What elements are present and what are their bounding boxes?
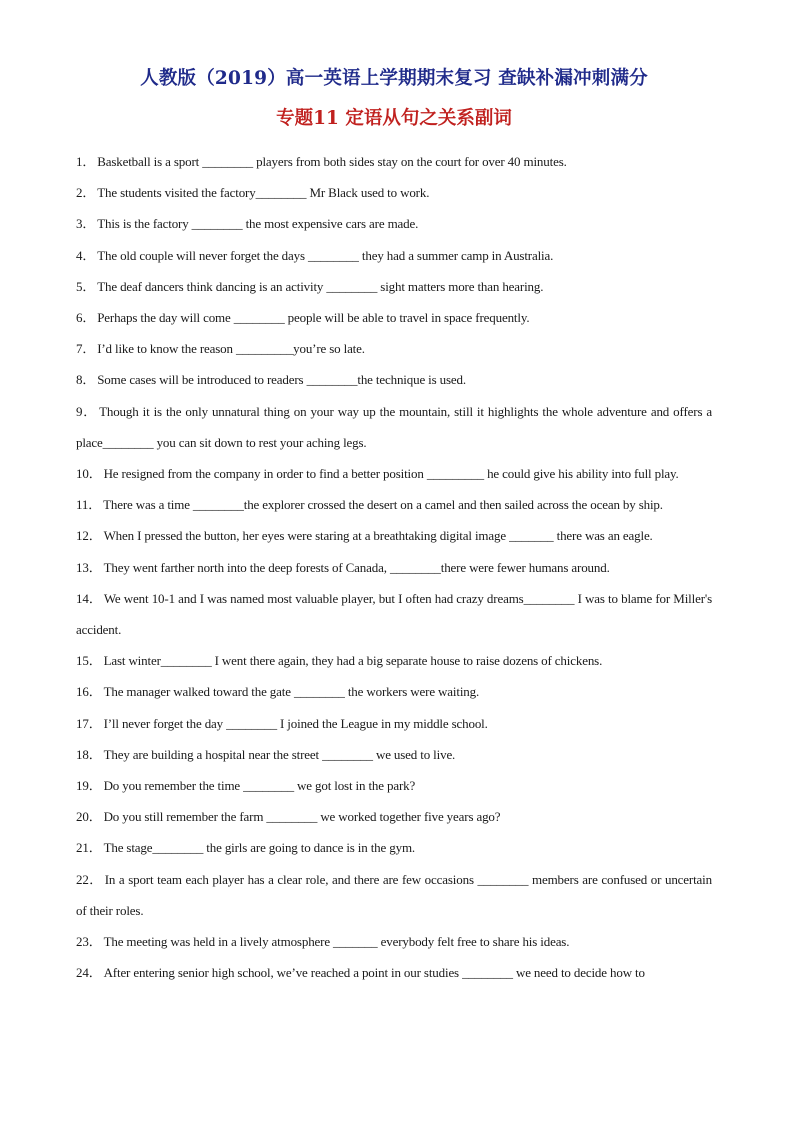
question-text: Last winter________ I went there again, they had a big separate house to raise dozens of chickens. (103, 653, 603, 669)
question-text: Do you remember the time ________ we got lost in the park? (103, 778, 416, 794)
document-title: 人教版（2019）高一英语上学期期末复习 查缺补漏冲刺满分 (140, 68, 648, 89)
question-number: 22． (76, 871, 103, 887)
question-item (76, 676, 712, 707)
question-item (76, 271, 712, 302)
question-item (76, 489, 712, 520)
question-number: 1． (76, 154, 96, 169)
question-item (76, 240, 712, 271)
question-text: I’d like to know the reason _________you’re so late. (97, 341, 365, 357)
question-item (76, 396, 712, 458)
question-item (76, 832, 712, 863)
question-number: 12． (76, 528, 102, 544)
question-text: The manager walked toward the gate ________ the workers were waiting. (103, 684, 480, 700)
question-number: 16． (76, 684, 102, 700)
question-item (76, 333, 712, 364)
question-item (76, 458, 712, 489)
question-text: They are building a hospital near the street ________ we used to live. (103, 746, 456, 762)
question-number: 8． (76, 372, 96, 388)
question-text: Though it is the only unnatural thing on your way up the mountain, still it highlights the whole adventure and offers a place________ you can sit down to rest your aching legs. (76, 403, 712, 450)
question-number: 5． (76, 278, 96, 294)
question-number: 19． (76, 778, 102, 794)
question-number: 2． (76, 185, 96, 201)
question-item (76, 364, 712, 395)
question-number: 4． (76, 247, 96, 263)
question-item (76, 520, 712, 551)
question-text: They went farther north into the deep forests of Canada, ________there were fewer humans around. (103, 559, 610, 575)
question-number: 7． (76, 341, 96, 357)
question-number: 6． (76, 310, 96, 326)
question-number: 9． (76, 403, 98, 419)
question-item (76, 552, 712, 583)
question-item (76, 708, 712, 739)
question-number: 13． (76, 559, 102, 575)
question-text: I’ll never forget the day ________ I joined the League in my middle school. (103, 715, 488, 731)
question-number: 24． (76, 965, 102, 981)
question-text: He resigned from the company in order to find a better position _________ he could give his ability into full play. (103, 466, 679, 482)
question-item (76, 208, 712, 239)
question-item (76, 770, 712, 801)
question-number: 17． (76, 715, 102, 731)
question-item (76, 583, 712, 645)
question-item (76, 146, 712, 177)
document-page (76, 66, 712, 988)
question-item (76, 926, 712, 957)
question-number: 10． (76, 466, 102, 482)
question-number: 23． (76, 934, 102, 950)
question-number: 15． (76, 653, 102, 669)
question-item (76, 739, 712, 770)
question-text: This is the factory ________ the most expensive cars are made. (97, 216, 419, 232)
question-number: 14． (76, 590, 102, 606)
question-item (76, 177, 712, 208)
document-subtitle: 专题11 定语从句之关系副词 (276, 108, 512, 129)
question-number: 21． (76, 840, 102, 856)
question-item (76, 801, 712, 832)
question-item (76, 645, 712, 676)
question-item (76, 302, 712, 333)
question-item (76, 957, 712, 988)
question-text: The old couple will never forget the days ________ they had a summer camp in Australia. (97, 247, 554, 263)
question-text: The meeting was held in a lively atmosphere _______ everybody felt free to share his ideas. (103, 934, 570, 950)
question-number: 20． (76, 809, 102, 825)
question-number: 18． (76, 746, 102, 762)
question-text: Some cases will be introduced to readers ________the technique is used. (97, 372, 466, 388)
question-text: The stage________ the girls are going to dance is in the gym. (103, 840, 416, 856)
question-text: After entering senior high school, we’ve reached a point in our studies ________ we need to decide how to (103, 965, 645, 981)
question-list (76, 146, 712, 988)
question-text: In a sport team each player has a clear role, and there are few occasions ________ members are confused or uncertain of their roles. (76, 871, 712, 918)
question-text: The students visited the factory________ Mr Black used to work. (97, 185, 430, 201)
question-text: Perhaps the day will come ________ people will be able to travel in space frequently. (97, 310, 530, 326)
question-number: 3． (76, 216, 96, 232)
question-text: We went 10-1 and I was named most valuable player, but I often had crazy dreams________ I was to blame for Miller's accident. (76, 590, 712, 638)
question-text: When I pressed the button, her eyes were staring at a breathtaking digital image _______ there was an eagle. (103, 528, 653, 544)
question-text: The deaf dancers think dancing is an activity ________ sight matters more than hearing. (97, 278, 544, 294)
question-text: Do you still remember the farm ________ we worked together five years ago? (103, 809, 501, 825)
question-number: 11． (76, 497, 102, 513)
question-item (76, 864, 712, 926)
question-text: Basketball is a sport ________ players from both sides stay on the court for over 40 minutes. (97, 154, 567, 169)
question-text: There was a time ________the explorer crossed the desert on a camel and then sailed across the ocean by ship. (103, 497, 663, 513)
